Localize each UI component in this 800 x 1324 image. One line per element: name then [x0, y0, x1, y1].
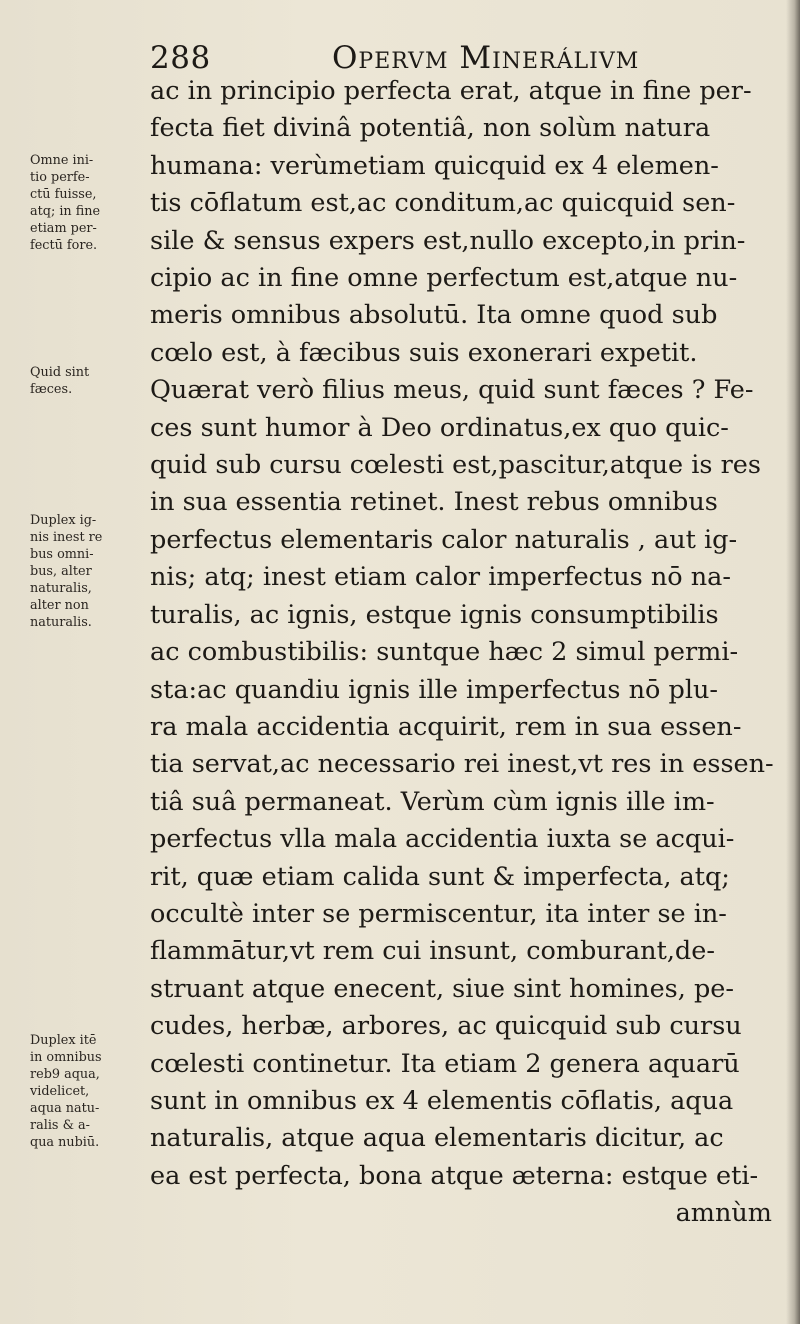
margin-note-line: Omne ini-: [30, 153, 94, 168]
margin-note-line: qua nubiū.: [30, 1135, 100, 1150]
margin-note-line: Duplex itē: [30, 1033, 97, 1048]
text-line: turalis, ac ignis, estque ignis consumptibilis: [150, 599, 719, 630]
margin-note-line: fectū fore.: [30, 238, 98, 253]
text-line: Quærat verò filius meus, quid sunt fæces ? Fe-: [150, 375, 754, 406]
text-line: ra mala accidentia acquirit, rem in sua essen-: [150, 711, 742, 742]
margin-note-line: etiam per-: [30, 221, 97, 236]
text-line: nis; atq; inest etiam calor imperfectus nō na-: [150, 562, 731, 593]
margin-note-line: Quid sint: [30, 365, 90, 380]
margin-note-fire: [30, 512, 148, 631]
margin-note-line: ralis & a-: [30, 1118, 90, 1133]
text-line: perfectus vlla mala accidentia iuxta se acqui-: [150, 824, 735, 855]
text-line: cudes, herbæ, arbores, ac quicquid sub cursu: [150, 1011, 742, 1042]
text-line: sunt in omnibus ex 4 elementis cōflatis, aqua: [150, 1085, 734, 1116]
margin-note-water: [30, 1032, 148, 1151]
margin-note-line: Duplex ig-: [30, 513, 97, 528]
text-line: meris omnibus absolutū. Ita omne quod sub: [150, 300, 718, 331]
margin-note-line: alter non: [30, 598, 89, 613]
margin-note-line: naturalis,: [30, 581, 92, 596]
margin-note-line: fæces.: [30, 382, 73, 397]
page-number: 288: [150, 40, 211, 76]
margin-note-faeces: [30, 364, 148, 398]
text-line: cœlo est, à fæcibus suis exonerari expetit.: [150, 337, 698, 368]
margin-note-line: tio perfe-: [30, 170, 90, 185]
page-gutter-shadow: [786, 0, 800, 1324]
text-line: rit, quæ etiam calida sunt & imperfecta, atq;: [150, 861, 730, 892]
margin-note-line: naturalis.: [30, 615, 92, 630]
margin-note-line: in omnibus: [30, 1050, 102, 1065]
margin-note-line: ctū fuisse,: [30, 187, 97, 202]
text-line: ea est perfecta, bona atque æterna: estque eti-: [150, 1160, 759, 1191]
margin-note-line: bus omni-: [30, 547, 94, 562]
running-title: Opervm Minerálivm: [332, 40, 640, 76]
text-line: occultè inter se permiscentur, ita inter se in-: [150, 898, 727, 929]
margin-note-line: bus, alter: [30, 564, 92, 579]
text-line: fecta fiet divinâ potentiâ, non solùm natura: [150, 113, 711, 144]
margin-note-line: nis inest re: [30, 530, 103, 545]
text-line: tis cōflatum est,ac conditum,ac quicquid sen-: [150, 188, 736, 219]
text-line: tiâ suâ permaneat. Verùm cùm ignis ille im-: [150, 786, 715, 817]
text-line: tia servat,ac necessario rei inest,vt res in essen-: [150, 749, 774, 780]
text-line: ac in principio perfecta erat, atque in fine per-: [150, 76, 752, 106]
text-line: amnùm: [675, 1198, 772, 1229]
text-line: struant atque enecent, siue sint homines, pe-: [150, 973, 735, 1004]
text-line: humana: verùmetiam quicquid ex 4 elemen-: [150, 150, 719, 181]
main-text-block: [150, 73, 782, 1233]
margin-note-line: atq; in fine: [30, 204, 101, 219]
text-line: sta:ac quandiu ignis ille imperfectus nō plu-: [150, 674, 719, 705]
text-line: sile & sensus expers est,nullo excepto,in prin-: [150, 225, 746, 256]
text-line: flammātur,vt rem cui insunt, comburant,de-: [150, 936, 715, 967]
text-line: in sua essentia retinet. Inest rebus omnibus: [150, 487, 718, 518]
margin-note-line: reb9 aqua,: [30, 1067, 100, 1082]
margin-note-perfection: [30, 152, 148, 254]
margin-note-line: videlicet,: [30, 1084, 90, 1099]
text-line: perfectus elementaris calor naturalis , aut ig-: [150, 524, 738, 555]
text-line: ac combustibilis: suntque hæc 2 simul permi-: [150, 637, 739, 668]
text-line: ces sunt humor à Deo ordinatus,ex quo quic-: [150, 412, 729, 443]
text-line: quid sub cursu cœlesti est,pascitur,atque is res: [150, 450, 761, 481]
text-line: cipio ac in fine omne perfectum est,atque nu-: [150, 263, 738, 294]
margin-note-line: aqua natu-: [30, 1101, 100, 1116]
text-line: cœlesti continetur. Ita etiam 2 genera aquarū: [150, 1048, 740, 1079]
text-line: naturalis, atque aqua elementaris dicitur, ac: [150, 1123, 724, 1154]
